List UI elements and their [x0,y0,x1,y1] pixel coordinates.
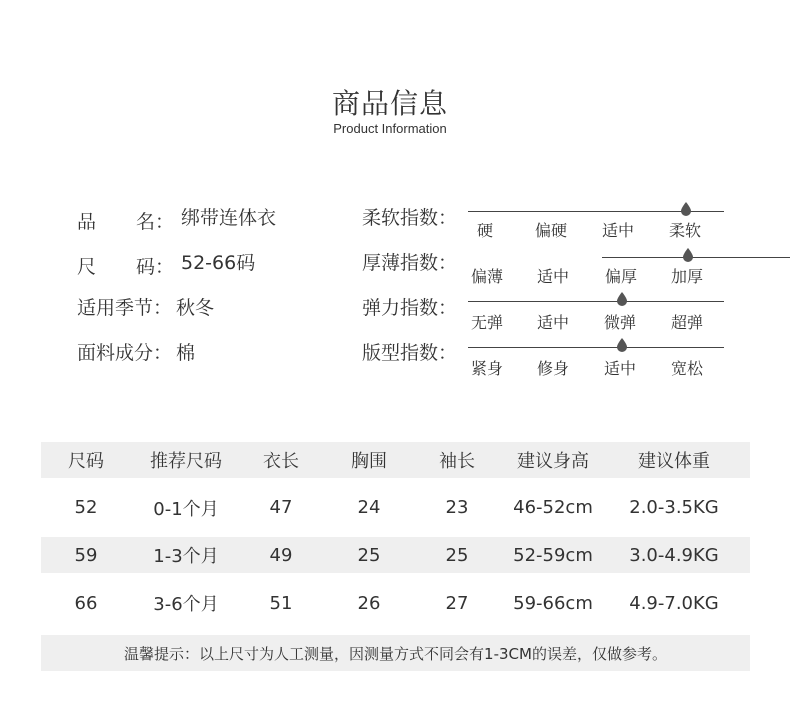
column-header: 袖长 [439,451,475,472]
table-cell: 26 [357,592,381,614]
rating-option-selected: 加厚 [671,267,704,286]
info-value: 秋冬 [176,297,215,319]
table-cell: 46-52cm [513,497,593,518]
table-cell: 3.0-4.9KG [629,544,719,566]
table-header-row [41,442,750,478]
rating-option: 偏薄 [471,267,504,286]
info-label: 品 [77,211,97,233]
table-row [41,537,750,573]
info-label: 适用季节： [77,297,173,319]
table-cell: 66 [74,592,98,614]
table-cell: 25 [445,544,469,566]
info-value: 绑带连体衣 [181,207,277,229]
rating-option: 适中 [537,313,570,332]
info-row-name [77,203,277,233]
info-label: 尺 [77,256,97,278]
table-cell: 47 [269,497,293,518]
column-header: 推荐尺码 [150,451,222,472]
column-header: 建议体重 [638,451,710,472]
table-cell: 23 [445,497,469,518]
rating-option: 适中 [602,221,635,240]
rating-option-selected: 微弹 [604,313,637,332]
info-value: 棉 [176,342,196,364]
rating-option: 修身 [537,359,570,378]
rating-scale-line [602,257,790,258]
column-header: 建议身高 [517,451,589,472]
column-header: 胸围 [351,451,387,472]
rating-marker-icon [681,202,691,216]
rating-scale-line [468,347,724,348]
table-cell: 3-6个月 [153,594,219,615]
table-cell: 25 [357,544,381,566]
rating-label-elasticity: 弹力指数： [362,297,458,319]
info-row-season [77,293,214,320]
size-note: 温馨提示：以上尺寸为人工测量，因测量方式不同会有1-3CM的误差，仅做参考。 [41,635,750,671]
table-cell: 59 [74,544,98,566]
table-cell: 59-66cm [513,592,593,614]
rating-option: 超弹 [671,313,704,332]
table-cell: 49 [269,544,293,566]
rating-scale-line [468,301,724,302]
table-cell: 0-1个月 [153,498,219,520]
table-cell: 4.9-7.0KG [629,592,719,614]
rating-option: 无弹 [471,313,504,332]
rating-option: 适中 [537,267,570,286]
info-row-fabric [77,338,195,365]
table-cell: 24 [357,497,381,518]
rating-option: 紧身 [471,359,504,378]
rating-option-selected: 柔软 [669,221,702,240]
table-cell: 52 [74,497,98,518]
table-row [41,478,750,537]
info-value: 52-66码 [181,252,256,274]
rating-marker-icon [617,338,627,352]
column-header: 衣长 [263,451,299,472]
rating-marker-icon [617,292,627,306]
info-label: 名： [136,211,175,233]
rating-marker-icon [683,248,693,262]
table-cell: 52-59cm [513,544,593,566]
table-row [41,573,750,633]
info-row-size [77,248,256,278]
page-title: 商品信息 [331,87,448,120]
rating-option: 硬 [477,221,494,240]
page-subtitle: Product Information [333,121,447,136]
rating-label-softness: 柔软指数： [362,207,458,229]
rating-option-selected: 适中 [604,359,637,378]
info-label: 码： [136,256,175,278]
rating-label-thickness: 厚薄指数： [362,252,458,274]
rating-option: 宽松 [671,359,704,378]
info-label: 面料成分： [77,342,173,364]
size-table [41,442,750,633]
table-cell: 51 [269,592,293,614]
column-header: 尺码 [68,451,104,472]
table-cell: 2.0-3.5KG [629,497,719,518]
table-cell: 1-3个月 [153,546,219,567]
rating-option: 偏硬 [535,221,568,240]
table-cell: 27 [445,592,469,614]
rating-option: 偏厚 [605,267,638,286]
rating-label-fit: 版型指数： [362,342,458,364]
